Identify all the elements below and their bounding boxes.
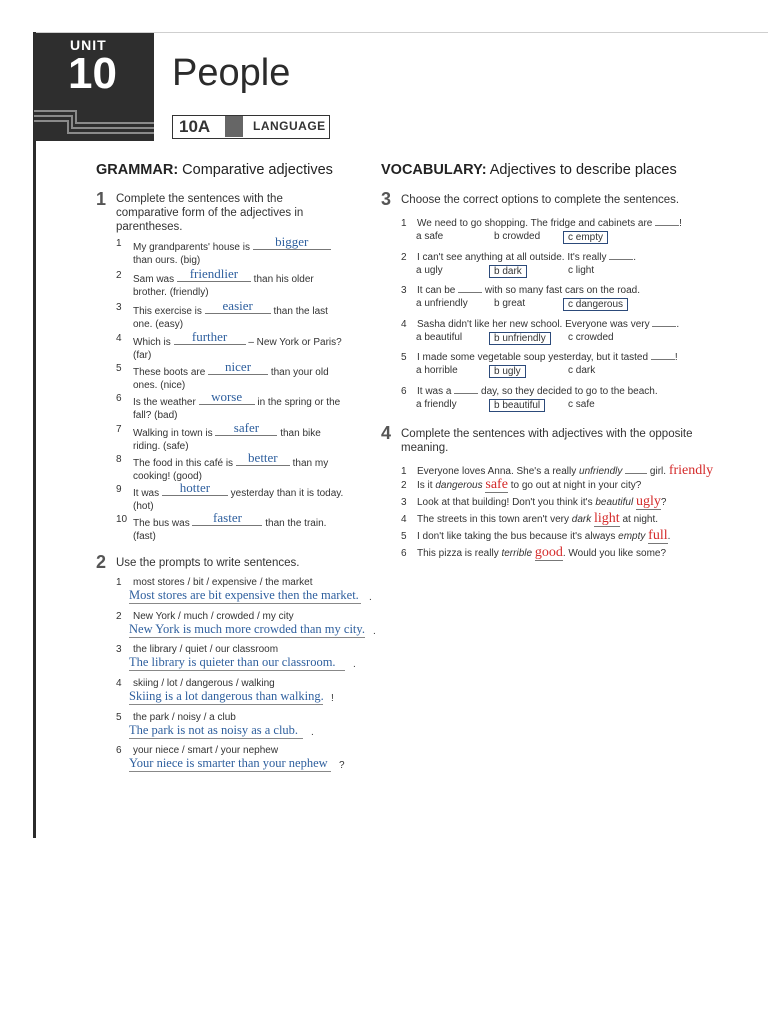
item-prefix: My grandparents' house is xyxy=(133,242,253,253)
item-number: 6 xyxy=(401,386,407,397)
option[interactable]: c dark xyxy=(568,365,596,376)
item-number: 1 xyxy=(116,577,122,588)
end-punctuation: ? xyxy=(339,760,345,771)
exercise-4-item xyxy=(401,479,641,493)
option[interactable]: a beautiful xyxy=(416,332,463,343)
item-text xyxy=(133,389,348,422)
prompt-text: the library / quiet / our classroom xyxy=(133,644,279,655)
selected-option[interactable]: b unfriendly xyxy=(489,332,551,345)
sentence-answer: Skiing is a lot dangerous than walking. xyxy=(129,689,324,703)
item-number: 6 xyxy=(116,745,122,756)
item-suffix: than the last one. (easy) xyxy=(133,306,328,330)
item-number: 4 xyxy=(116,333,122,344)
item-suffix: than ours. (big) xyxy=(133,254,201,266)
item-prefix: Sam was xyxy=(133,274,177,285)
item-text xyxy=(133,234,348,267)
answer-blank[interactable] xyxy=(177,266,251,282)
exercise-1-number: 1 xyxy=(96,189,107,209)
question-end: . xyxy=(676,319,680,330)
question-blank xyxy=(651,348,675,360)
question-end: day, so they decided to go to the beach. xyxy=(478,386,658,397)
exercise-4-item xyxy=(401,496,666,510)
exercise-3-number: 3 xyxy=(381,189,392,209)
item-number: 1 xyxy=(401,466,407,477)
option[interactable]: a horrible xyxy=(416,365,458,376)
given-adjective: dangerous xyxy=(435,480,483,491)
page-title: People xyxy=(172,52,291,94)
exercise-1-item xyxy=(116,234,356,266)
handwritten-answer: nicer xyxy=(225,359,252,374)
question-blank xyxy=(652,315,676,327)
handwritten-answer: worse xyxy=(211,389,243,404)
item-number: 2 xyxy=(116,611,122,622)
given-adjective: unfriendly xyxy=(579,466,623,477)
lesson-type: LANGUAGE xyxy=(253,119,326,133)
exercise-1-item xyxy=(116,420,356,452)
handwritten-answer: friendly xyxy=(668,463,714,478)
item-text xyxy=(133,420,348,453)
tag-separator xyxy=(225,116,243,137)
exercise-4-number: 4 xyxy=(381,423,392,443)
lesson-tag xyxy=(172,115,330,139)
exercise-3-question xyxy=(401,315,679,332)
question-text: Sasha didn't like her new school. Everyone was very xyxy=(417,319,650,330)
selected-option[interactable]: c dangerous xyxy=(563,298,628,311)
exercise-4-item xyxy=(401,462,713,479)
exercise-1-item xyxy=(116,389,356,421)
item-number: 6 xyxy=(401,548,407,559)
handwritten-answer: hotter xyxy=(179,480,211,495)
exercise-1-item xyxy=(116,359,356,391)
given-adjective: beautiful xyxy=(595,497,634,508)
option[interactable]: b crowded xyxy=(494,231,541,242)
item-suffix: in the spring or the fall? (bad) xyxy=(133,397,341,421)
exercise-3-question xyxy=(401,248,636,265)
item-prefix: The bus was xyxy=(133,518,193,529)
prompt-text: New York / much / crowded / my city xyxy=(133,611,294,622)
question-text: It was a xyxy=(417,386,452,397)
unit-label: UNIT xyxy=(70,37,107,53)
option[interactable]: c crowded xyxy=(568,332,614,343)
item-number: 9 xyxy=(116,484,122,495)
answer-blank[interactable] xyxy=(205,298,271,314)
question-blank xyxy=(458,281,482,293)
answer-blank[interactable] xyxy=(208,359,268,375)
prompt-text: the park / noisy / a club xyxy=(133,712,236,723)
item-text xyxy=(133,359,348,392)
exercise-1-item xyxy=(116,450,356,482)
exercise-1-item xyxy=(116,510,356,542)
question-end: . xyxy=(633,252,637,263)
handwritten-answer: further xyxy=(191,329,228,344)
end-punctuation: . xyxy=(373,626,376,637)
item-number: 1 xyxy=(116,238,122,249)
end-punctuation: ! xyxy=(331,693,334,704)
exercise-3-question xyxy=(401,214,682,231)
item-prefix: Which is xyxy=(133,337,174,348)
item-text xyxy=(133,510,348,543)
handwritten-sentence[interactable] xyxy=(129,756,331,772)
exercise-1-item xyxy=(116,298,356,330)
item-suffix: than my cooking! (good) xyxy=(133,458,329,482)
selected-option[interactable]: c empty xyxy=(563,231,608,244)
answer-blank[interactable] xyxy=(199,389,255,405)
option[interactable]: b great xyxy=(494,298,526,309)
handwritten-sentence[interactable] xyxy=(129,655,345,671)
answer-blank[interactable] xyxy=(625,462,647,474)
handwritten-answer: friendlier xyxy=(189,266,239,281)
option[interactable]: a ugly xyxy=(416,265,443,276)
item-number: 4 xyxy=(401,319,407,330)
item-suffix: than his older brother. (friendly) xyxy=(133,274,314,298)
exercise-4-item xyxy=(401,513,658,527)
exercise-1-instruction: Complete the sentences with the comparative form of the adjectives in parentheses. xyxy=(116,193,304,233)
exercise-2-instruction: Use the prompts to write sentences. xyxy=(116,557,300,569)
item-number: 2 xyxy=(116,270,122,281)
exercise-2-number: 2 xyxy=(96,552,107,572)
item-number: 5 xyxy=(401,531,407,542)
item-number: 5 xyxy=(116,712,122,723)
left-margin-bar xyxy=(33,32,36,838)
question-end: with so many fast cars on the road. xyxy=(482,285,640,296)
item-number: 3 xyxy=(401,497,407,508)
item-number: 10 xyxy=(116,514,128,525)
question-text: We need to go shopping. The fridge and cabinets are xyxy=(417,218,653,229)
exercise-1-item xyxy=(116,329,356,361)
question-blank xyxy=(454,382,478,394)
item-prefix: Is the weather xyxy=(133,397,199,408)
item-text xyxy=(133,480,348,513)
sentence-answer: The park is not as noisy as a club. xyxy=(129,723,299,737)
end-punctuation: . xyxy=(311,727,314,738)
selected-option[interactable]: b beautiful xyxy=(489,399,545,412)
handwritten-sentence[interactable] xyxy=(129,689,323,705)
item-suffix: girl. xyxy=(647,466,667,477)
sentence-answer: Your niece is smarter than your nephew xyxy=(129,756,328,770)
handwritten-answer: easier xyxy=(222,298,253,313)
item-suffix: ? xyxy=(660,497,667,508)
item-number: 3 xyxy=(116,644,122,655)
item-suffix: than the train. (fast) xyxy=(133,518,327,542)
question-blank xyxy=(655,214,679,226)
exercise-1-item xyxy=(116,480,356,512)
prompt-text: most stores / bit / expensive / the market xyxy=(133,577,313,588)
handwritten-answer: faster xyxy=(213,510,242,525)
answer-blank[interactable] xyxy=(236,450,290,466)
item-number: 3 xyxy=(401,285,407,296)
item-number: 4 xyxy=(116,678,122,689)
sentence-answer: The library is quieter than our classroom. xyxy=(129,655,336,669)
answer-blank[interactable] xyxy=(215,420,277,436)
given-adjective: empty xyxy=(618,531,646,542)
handwritten-sentence[interactable] xyxy=(129,723,303,739)
item-prefix: Everyone loves Anna. She's a really xyxy=(417,466,580,477)
item-number: 2 xyxy=(401,252,407,263)
item-text xyxy=(133,298,348,331)
unit-number: 10 xyxy=(68,49,117,98)
item-prefix: I don't like taking the bus because it's always xyxy=(417,531,619,542)
handwritten-answer: safer xyxy=(233,420,260,435)
handwritten-answer[interactable]: light xyxy=(594,511,620,526)
item-prefix: This exercise is xyxy=(133,306,205,317)
handwritten-answer: better xyxy=(248,450,278,465)
item-number: 6 xyxy=(116,393,122,404)
answer-blank[interactable] xyxy=(174,329,246,345)
handwritten-sentence[interactable] xyxy=(129,622,365,638)
item-prefix: It was xyxy=(133,488,162,499)
handwritten-answer[interactable]: good xyxy=(534,545,563,560)
exercise-3-question xyxy=(401,281,640,298)
handwritten-answer[interactable]: ugly xyxy=(635,494,661,509)
handwritten-sentence[interactable] xyxy=(129,588,361,604)
selected-option[interactable]: b ugly xyxy=(489,365,526,378)
answer-blank[interactable] xyxy=(162,480,228,496)
given-adjective: terrible xyxy=(501,548,533,559)
question-end: ! xyxy=(679,218,682,229)
item-prefix: The food in this café is xyxy=(133,458,236,469)
option[interactable]: a friendly xyxy=(416,399,457,410)
item-number: 5 xyxy=(401,352,407,363)
sentence-answer: New York is much more crowded than my city. xyxy=(129,622,365,636)
option[interactable]: c safe xyxy=(568,399,595,410)
item-number: 5 xyxy=(116,363,122,374)
grammar-heading: GRAMMAR: Comparative adjectives xyxy=(96,162,333,178)
end-punctuation: . xyxy=(369,592,372,603)
prompt-text: skiing / lot / dangerous / walking xyxy=(133,678,275,689)
handwritten-answer[interactable]: safe xyxy=(485,477,508,492)
item-suffix: than your old ones. (nice) xyxy=(133,367,329,391)
handwritten-answer[interactable]: full xyxy=(648,528,668,543)
item-number: 3 xyxy=(116,302,122,313)
item-suffix: . Would you like some? xyxy=(562,548,667,559)
item-prefix: The streets in this town aren't very xyxy=(417,514,572,525)
item-number: 2 xyxy=(401,480,407,491)
item-number: 1 xyxy=(401,218,407,229)
item-suffix: at night. xyxy=(619,514,659,525)
exercise-4-instruction: Complete the sentences with adjectives with the opposite meaning. xyxy=(401,428,693,454)
item-prefix: Look at that building! Don't you think it's xyxy=(417,497,596,508)
exercise-3-question xyxy=(401,348,678,365)
end-punctuation: . xyxy=(353,659,356,670)
item-text xyxy=(133,266,348,299)
lesson-code: 10A xyxy=(179,117,211,136)
selected-option[interactable]: b dark xyxy=(489,265,527,278)
question-text: I can't see anything at all outside. It's really xyxy=(417,252,607,263)
item-suffix: than bike riding. (safe) xyxy=(133,428,321,452)
exercise-3-instruction: Choose the correct options to complete the sentences. xyxy=(401,194,680,206)
given-adjective: dark xyxy=(571,514,592,525)
item-prefix: This pizza is really xyxy=(417,548,502,559)
exercise-4-item xyxy=(401,530,670,544)
sentence-answer: Most stores are bit expensive then the market. xyxy=(129,588,359,602)
unit-badge xyxy=(34,33,154,141)
option[interactable]: a safe xyxy=(416,231,444,242)
item-number: 7 xyxy=(116,424,122,435)
handwritten-answer: bigger xyxy=(275,234,309,249)
item-text xyxy=(133,329,348,362)
item-prefix: Walking in town is xyxy=(133,428,216,439)
item-text xyxy=(133,450,348,483)
item-suffix: to go out at night in your city? xyxy=(507,480,642,491)
item-number: 8 xyxy=(116,454,122,465)
item-suffix: yesterday than it is today. (hot) xyxy=(133,488,344,512)
question-text: It can be xyxy=(417,285,456,296)
answer-blank[interactable] xyxy=(253,234,331,250)
exercise-3-question xyxy=(401,382,658,399)
option[interactable]: c light xyxy=(568,265,595,276)
item-suffix: . xyxy=(667,531,671,542)
item-prefix: These boots are xyxy=(133,367,209,378)
exercise-1-item xyxy=(116,266,356,298)
item-number: 4 xyxy=(401,514,407,525)
question-blank xyxy=(609,248,633,260)
question-end: ! xyxy=(674,352,678,363)
item-prefix: Is it xyxy=(417,480,436,491)
question-text: I made some vegetable soup yesterday, but it tasted xyxy=(417,352,649,363)
answer-blank[interactable] xyxy=(192,510,262,526)
prompt-text: your niece / smart / your nephew xyxy=(133,745,279,756)
vocabulary-heading: VOCABULARY: Adjectives to describe places xyxy=(381,162,677,178)
option[interactable]: a unfriendly xyxy=(416,298,468,309)
exercise-4-item xyxy=(401,547,666,561)
item-suffix: – New York or Paris? (far) xyxy=(133,337,342,361)
